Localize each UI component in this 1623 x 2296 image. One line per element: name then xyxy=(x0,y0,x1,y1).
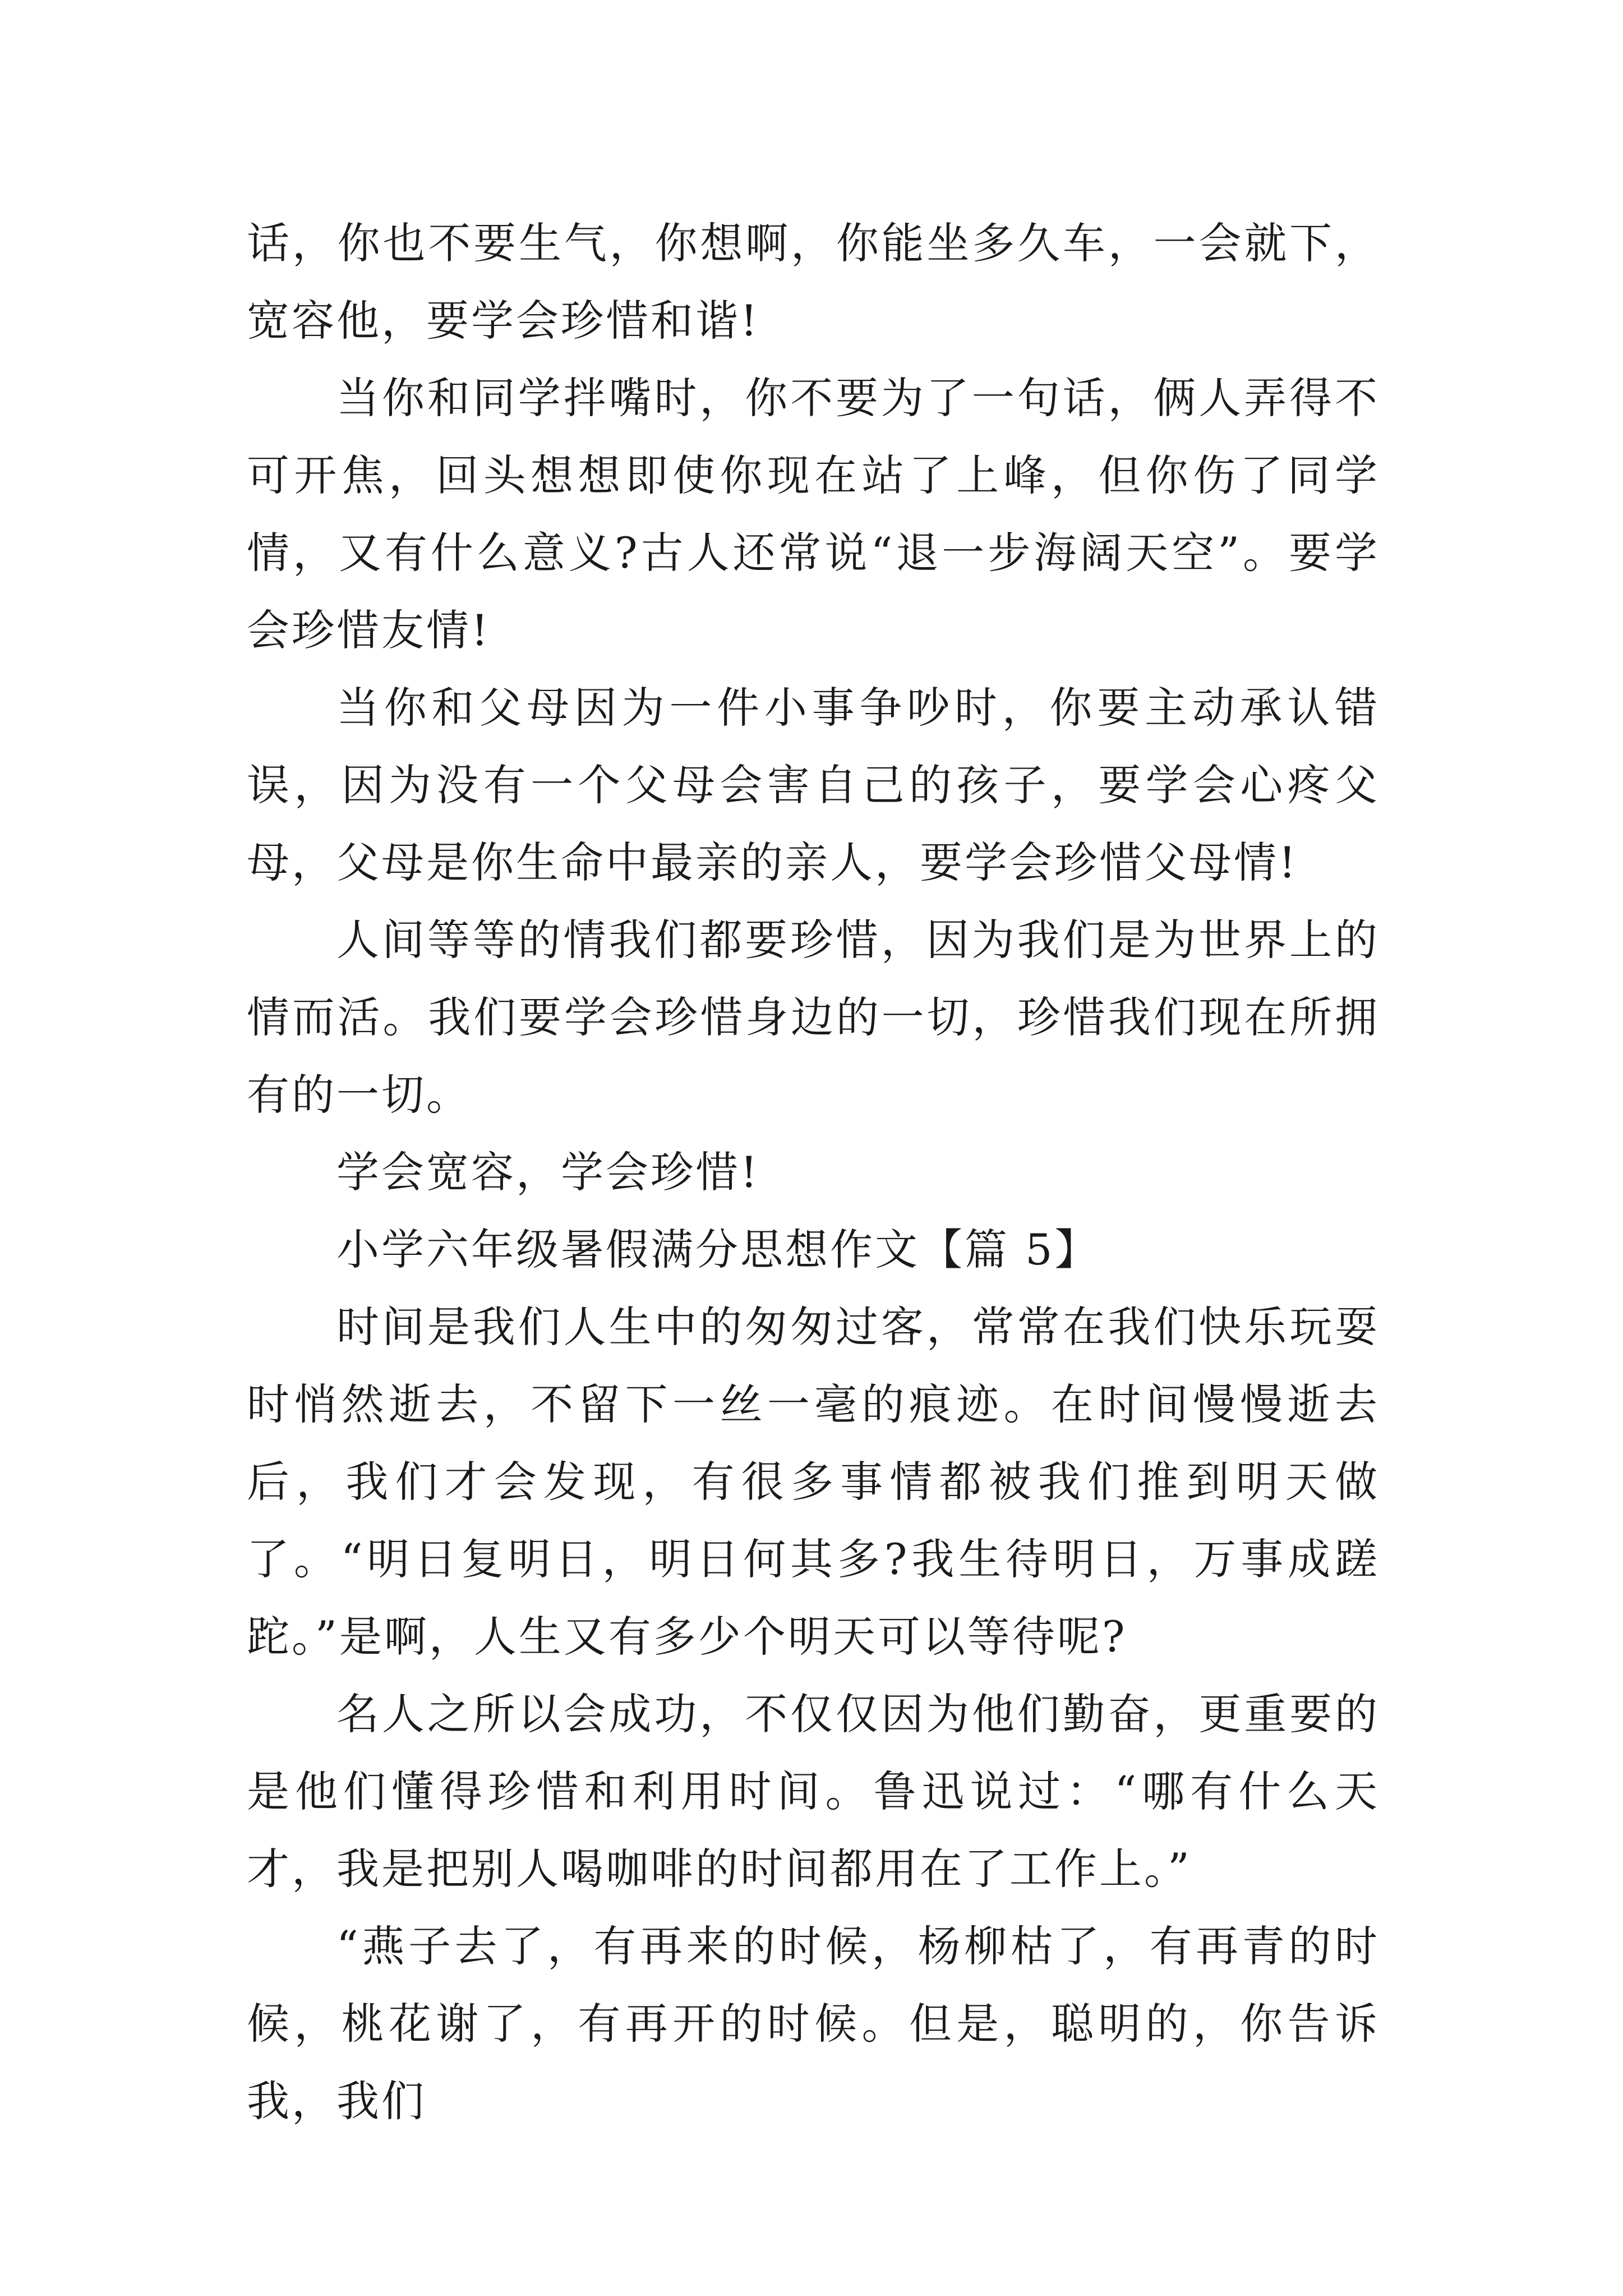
section-heading: 小学六年级暑假满分思想作文【篇 5】 xyxy=(336,1225,1100,1274)
paragraph-cherish: 人间等等的情我们都要珍惜，因为我们是为世界上的情而活。我们要学会珍惜身边的一切，珍惜我们现在所拥有的一切。 xyxy=(247,915,1380,1120)
paragraph-famous-people: 名人之所以会成功，不仅仅因为他们勤奋，更重要的是他们懂得珍惜和利用时间。鲁迅说过：“哪有什么天才，我是把别人喝咖啡的时间都用在了工作上。” xyxy=(247,1689,1380,1894)
paragraph-continuation: 话，你也不要生气，你想啊，你能坐多久车，一会就下，宽容他，要学会珍惜和谐! xyxy=(247,218,1380,346)
paragraph-conclusion: 学会宽容，学会珍惜! xyxy=(336,1147,760,1197)
paragraph-quote: “燕子去了，有再来的时候，杨柳枯了，有再青的时候，桃花谢了，有再开的时候。但是，聪明的，你告诉我，我们 xyxy=(247,1921,1380,2126)
paragraph-parents: 当你和父母因为一件小事争吵时，你要主动承认错误，因为没有一个父母会害自己的孩子，要学会心疼父母，父母是你生命中最亲的亲人，要学会珍惜父母情! xyxy=(247,683,1380,887)
document-body xyxy=(247,205,1380,2140)
paragraph-time: 时间是我们人生中的匆匆过客，常常在我们快乐玩耍时悄然逝去，不留下一丝一毫的痕迹。在时间慢慢逝去后，我们才会发现，有很多事情都被我们推到明天做了。“明日复明日，明日何其多?我生待明日，万事成蹉跎。”是啊，人生又有多少个明天可以等待呢? xyxy=(247,1302,1380,1662)
paragraph-friendship: 当你和同学拌嘴时，你不要为了一句话，俩人弄得不可开焦，回头想想即使你现在站了上峰，但你伤了同学情，又有什么意义?古人还常说“退一步海阔天空”。要学会珍惜友情! xyxy=(247,373,1380,655)
